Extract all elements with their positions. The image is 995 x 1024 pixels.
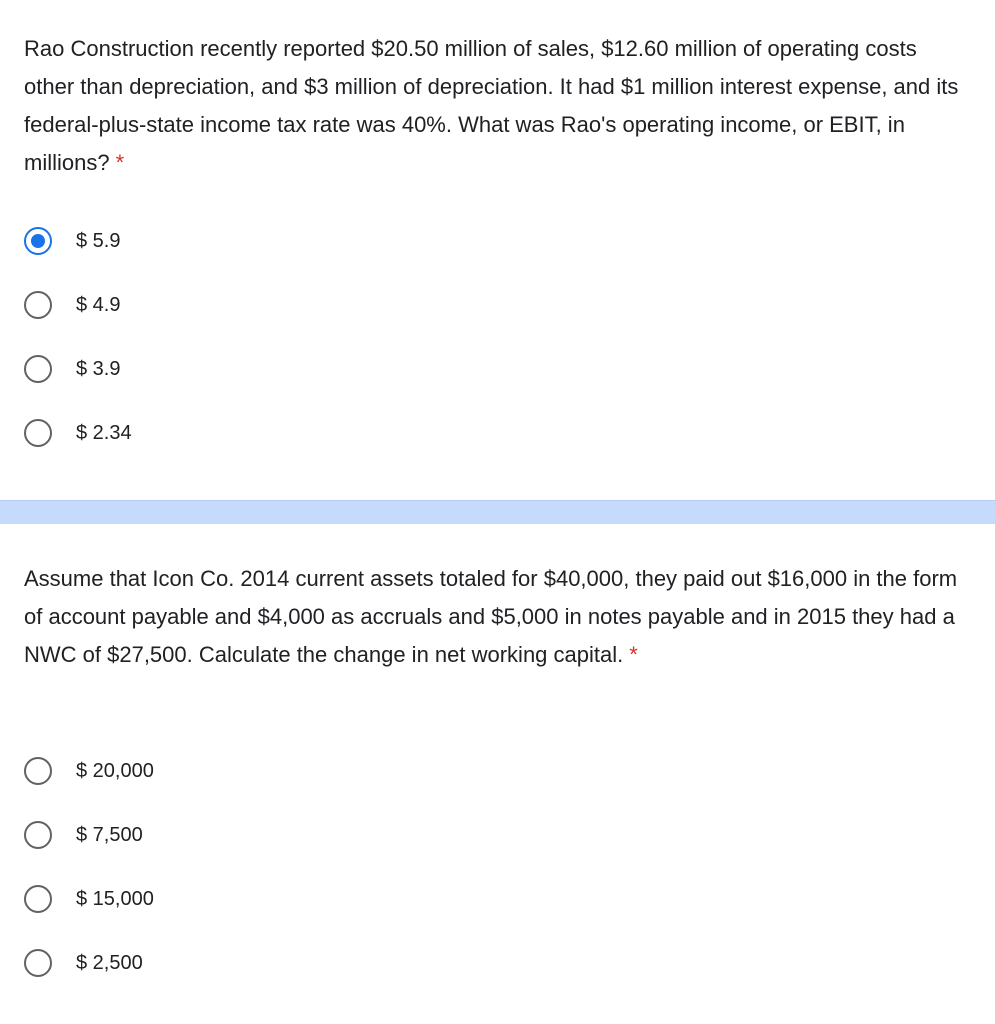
option-label: $ 2,500: [76, 952, 143, 974]
required-asterisk: *: [115, 150, 125, 175]
option-label: $ 5.9: [76, 230, 121, 252]
section-separator: [0, 500, 995, 524]
question-1-option-1[interactable]: [24, 224, 132, 288]
question-2-option-4[interactable]: [24, 946, 154, 1010]
radio-button-selected[interactable]: [24, 227, 52, 255]
radio-button[interactable]: [24, 757, 52, 785]
option-label: $ 20,000: [76, 760, 154, 782]
question-2-option-3[interactable]: [24, 882, 154, 946]
question-2-label: Assume that Icon Co. 2014 current assets totaled for $40,000, they paid out $16,000 in the form of account payable and $4,000 as accruals and $5,000 in notes payable and in 2015 they had a NWC of $27,500. Calculate the change in net working capital.: [24, 566, 958, 667]
option-label: $ 4.9: [76, 294, 121, 316]
option-label: $ 3.9: [76, 358, 121, 380]
radio-button[interactable]: [24, 291, 52, 319]
question-1-option-4[interactable]: [24, 416, 132, 480]
question-2-text: [24, 560, 964, 674]
question-2-options: [24, 754, 154, 1010]
question-1-option-3[interactable]: [24, 352, 132, 416]
required-asterisk: *: [629, 642, 638, 667]
question-1-text: [24, 30, 964, 182]
radio-button[interactable]: [24, 355, 52, 383]
question-card-1: [0, 0, 995, 500]
radio-button[interactable]: [24, 821, 52, 849]
radio-button[interactable]: [24, 885, 52, 913]
option-label: $ 15,000: [76, 888, 154, 910]
radio-button[interactable]: [24, 949, 52, 977]
question-1-option-2[interactable]: [24, 288, 132, 352]
radio-button[interactable]: [24, 419, 52, 447]
question-2-option-1[interactable]: [24, 754, 154, 818]
question-2-option-2[interactable]: [24, 818, 154, 882]
option-label: $ 7,500: [76, 824, 143, 846]
question-1-label: Rao Construction recently reported $20.50 million of sales, $12.60 million of operating costs other than depreciation, and $3 million of depreciation. It had $1 million interest expense, and its federal-plus-state income tax rate was 40%. What was Rao's operating income, or EBIT, in millions?: [24, 36, 959, 175]
question-1-options: [24, 224, 132, 480]
option-label: $ 2.34: [76, 422, 132, 444]
question-card-2: [0, 524, 995, 1024]
